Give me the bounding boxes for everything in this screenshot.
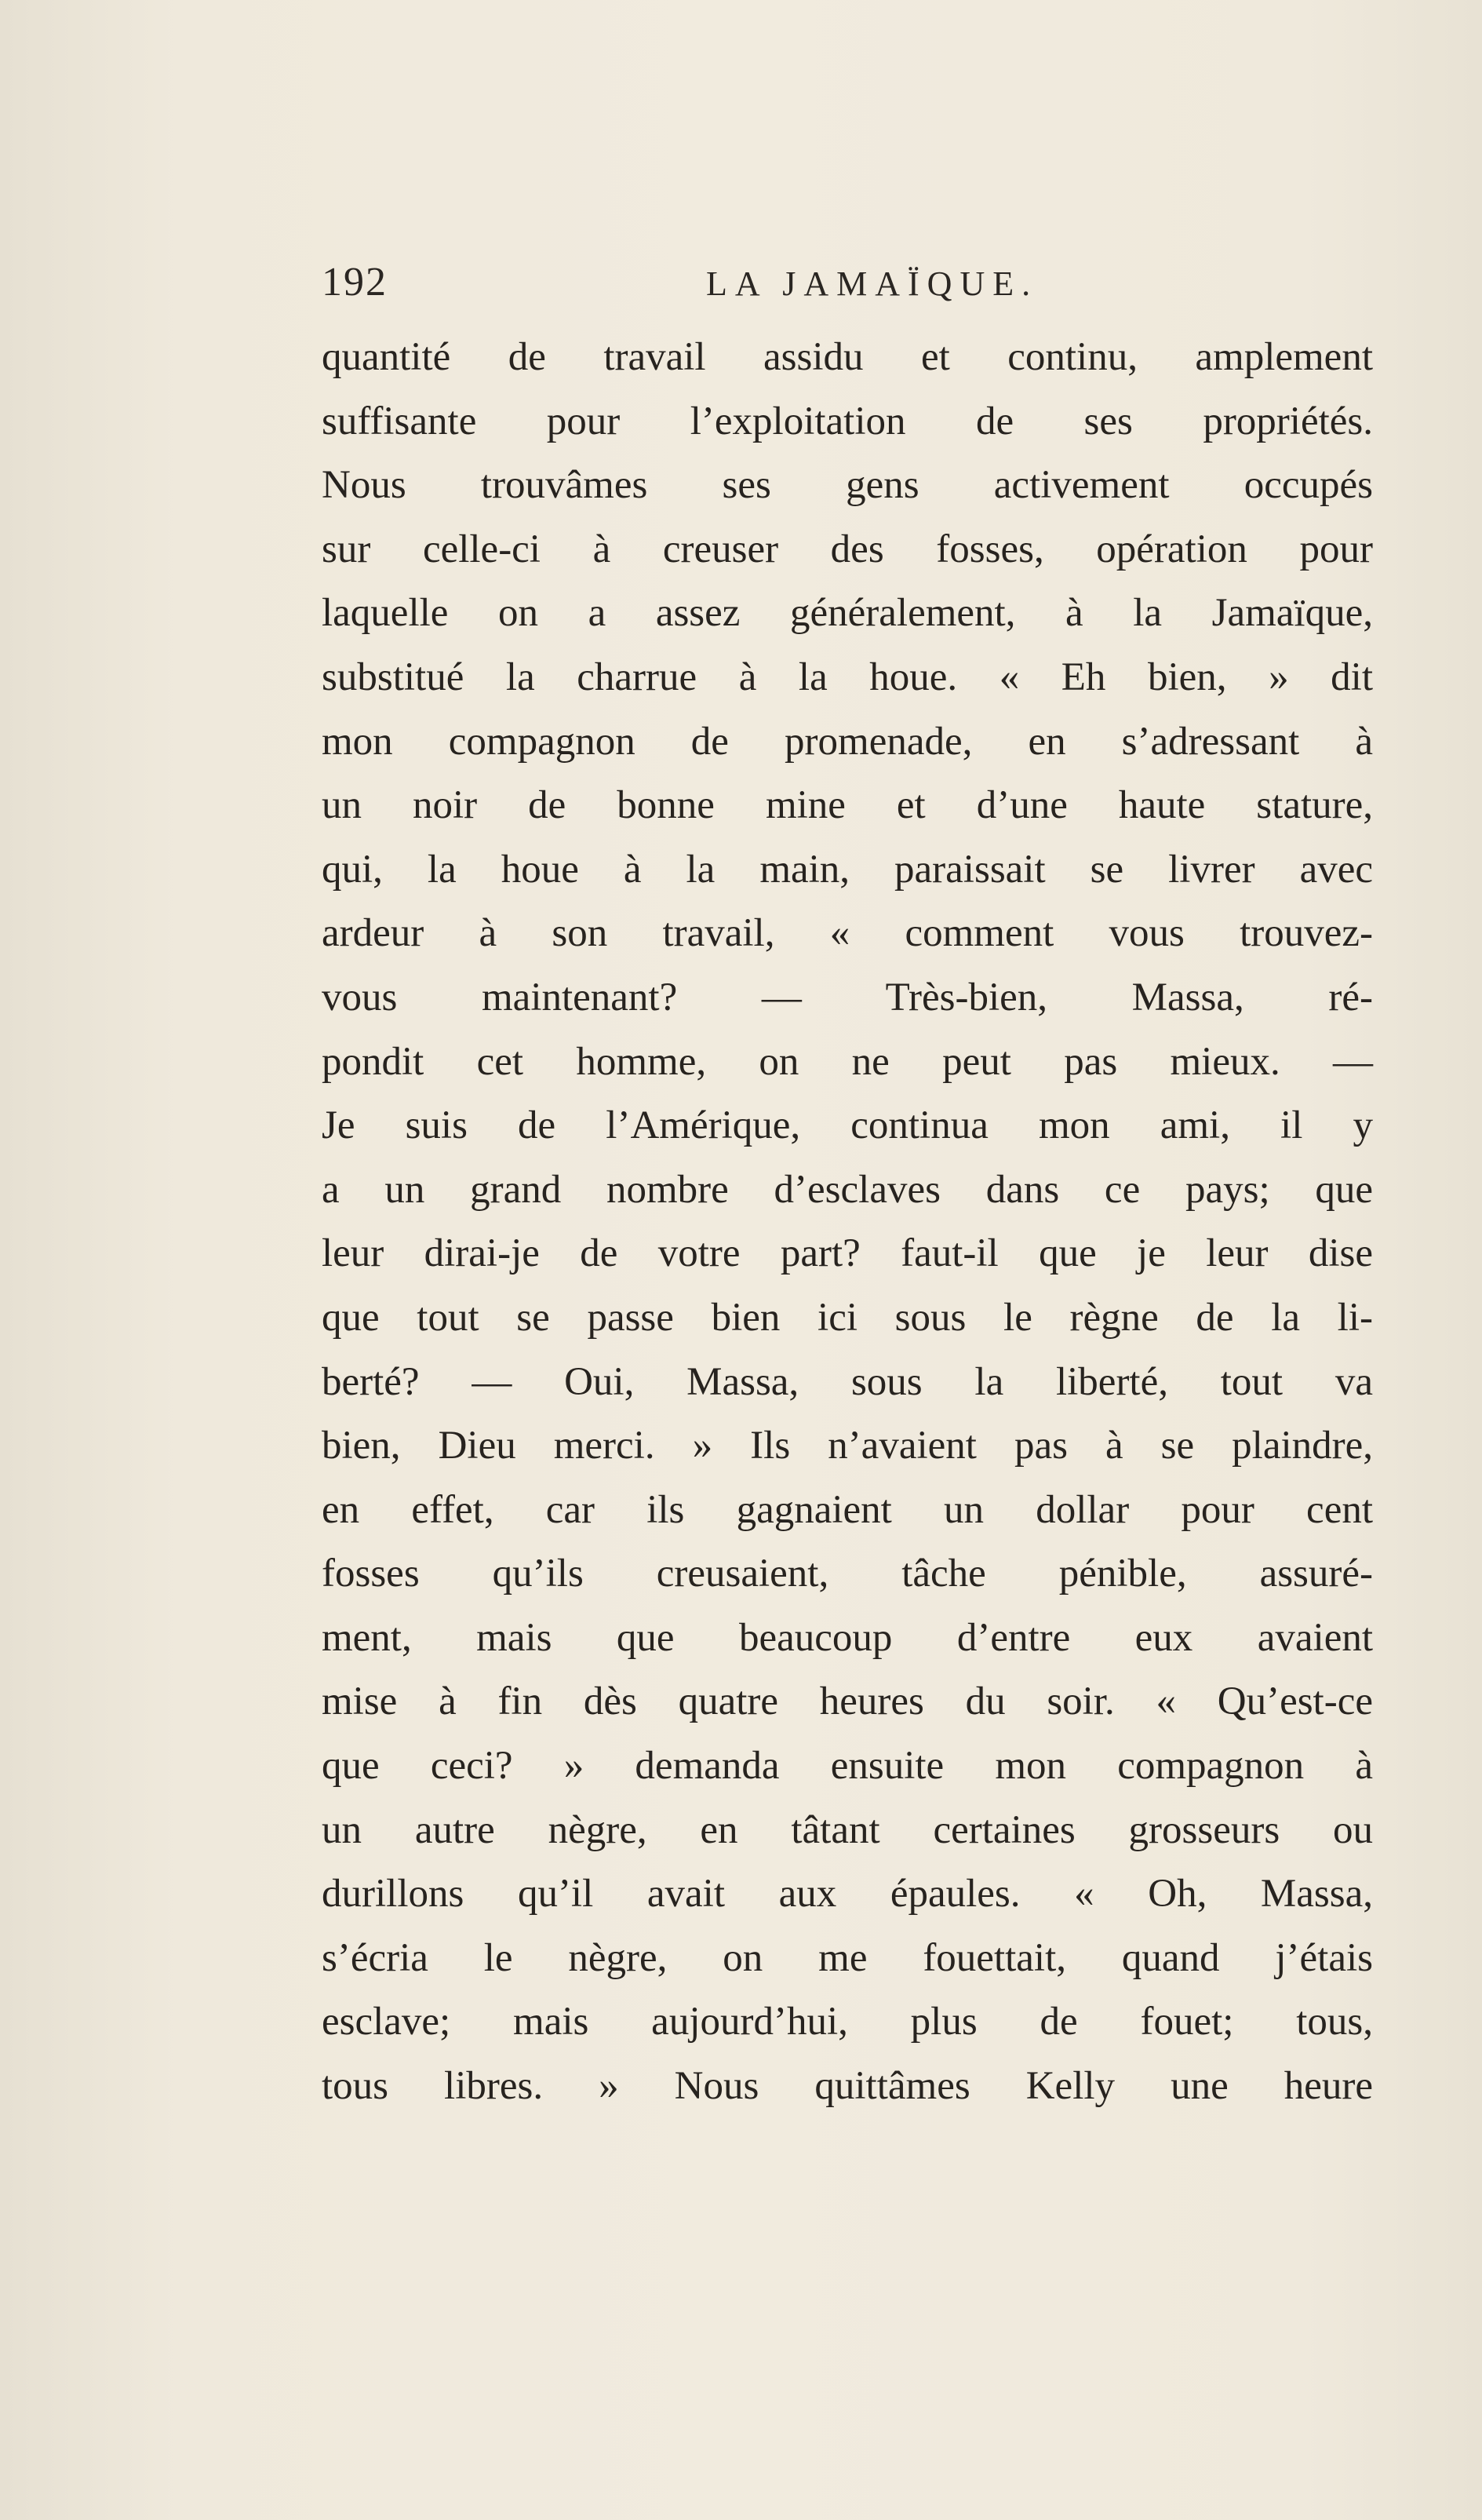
text-line: un autre nègre, en tâtant certaines grosseurs ou bbox=[322, 1807, 1373, 1852]
text-line: un noir de bonne mine et d’une haute stature, bbox=[322, 783, 1373, 828]
text-line: bien, Dieu merci. » Ils n’avaient pas à se plaindre, bbox=[322, 1424, 1373, 1468]
text-line: ment, mais que beaucoup d’entre eux avaient bbox=[322, 1615, 1373, 1660]
text-line: substitué la charrue à la houe. « Eh bien, » dit bbox=[322, 655, 1373, 699]
text-line: durillons qu’il avait aux épaules. « Oh, Massa, bbox=[322, 1872, 1373, 1916]
text-line: pondit cet homme, on ne peut pas mieux. — bbox=[322, 1039, 1373, 1084]
text-line: que tout se passe bien ici sous le règne de la li- bbox=[322, 1295, 1373, 1340]
text-line: en effet, car ils gagnaient un dollar pour cent bbox=[322, 1487, 1373, 1532]
text-line: vous maintenant? — Très-bien, Massa, ré- bbox=[322, 975, 1373, 1019]
text-line: que ceci? » demanda ensuite mon compagnon à bbox=[322, 1744, 1373, 1789]
text-line: mise à fin dès quatre heures du soir. « Qu’est-ce bbox=[322, 1679, 1373, 1724]
text-line: laquelle on a assez généralement, à la Jamaïque, bbox=[322, 591, 1373, 636]
running-head bbox=[322, 259, 1373, 314]
text-line: mon compagnon de promenade, en s’adressant à bbox=[322, 719, 1373, 764]
text-line: esclave; mais aujourd’hui, plus de fouet; tous, bbox=[322, 2000, 1373, 2044]
body-text bbox=[322, 326, 1373, 2119]
text-line: suffisante pour l’exploitation de ses propriétés. bbox=[322, 399, 1373, 443]
running-title: LA JAMAÏQUE. bbox=[706, 264, 1039, 303]
text-line: a un grand nombre d’esclaves dans ce pays; que bbox=[322, 1167, 1373, 1212]
text-line: ardeur à son travail, « comment vous trouvez- bbox=[322, 911, 1373, 956]
text-line: sur celle-ci à creuser des fosses, opération pour bbox=[322, 527, 1373, 571]
text-line: s’écria le nègre, on me fouettait, quand j’étais bbox=[322, 1935, 1373, 1980]
text-line: quantité de travail assidu et continu, amplement bbox=[322, 335, 1373, 379]
text-line: Je suis de l’Amérique, continua mon ami, il y bbox=[322, 1103, 1373, 1148]
text-line: qui, la houe à la main, paraissait se livrer avec bbox=[322, 847, 1373, 892]
text-line: fosses qu’ils creusaient, tâche pénible, assuré- bbox=[322, 1552, 1373, 1596]
page-number: 192 bbox=[322, 260, 388, 305]
text-line: tous libres. » Nous quittâmes Kelly une heure bbox=[322, 2064, 1373, 2109]
text-line: leur dirai-je de votre part? faut-il que je leur dise bbox=[322, 1231, 1373, 1276]
text-line: berté? — Oui, Massa, sous la liberté, tout va bbox=[322, 1359, 1373, 1404]
text-line: Nous trouvâmes ses gens activement occupés bbox=[322, 463, 1373, 508]
